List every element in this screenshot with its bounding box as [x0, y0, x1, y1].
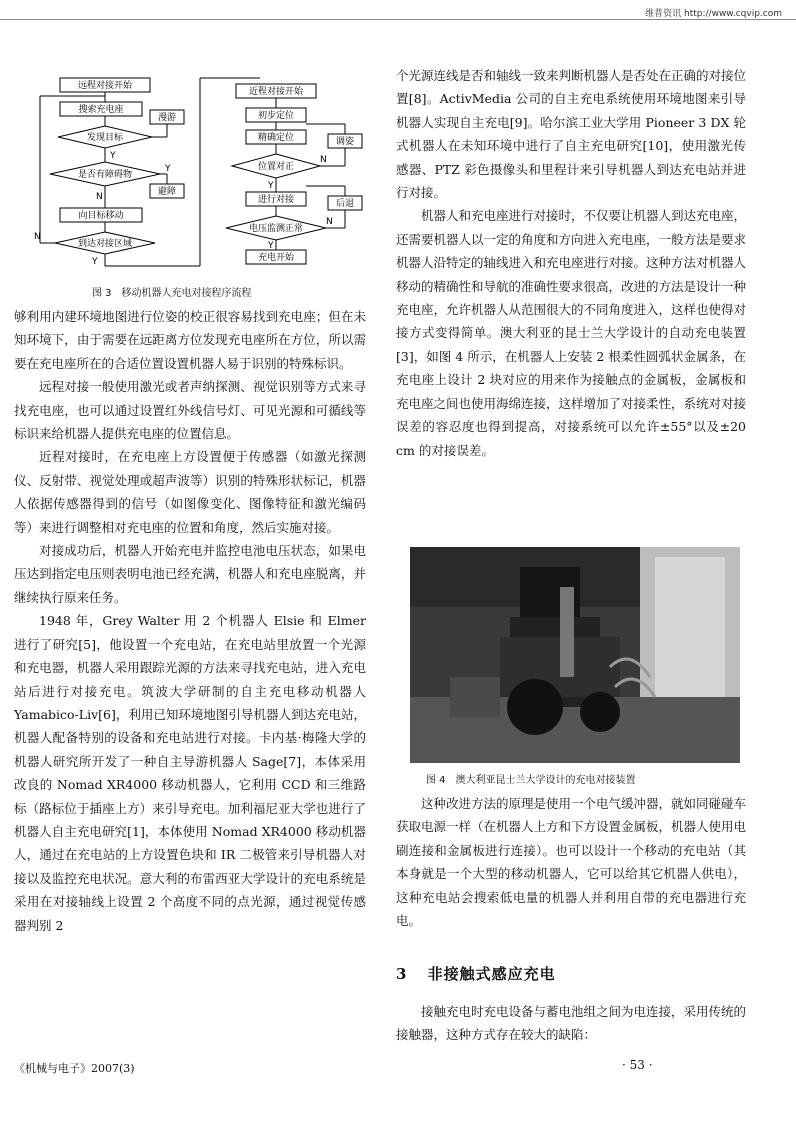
- label-y-3: Y: [92, 257, 98, 267]
- text-initial-pos: 初步定位: [257, 111, 295, 121]
- label-n-4: N: [326, 217, 333, 227]
- paragraph: 接触充电时充电设备与蓄电池组之间为电连接，采用传统的接触器，这种方式存在较大的缺陷：: [396, 1004, 747, 1043]
- figure4-photo: [410, 547, 740, 763]
- paragraph: 近程对接时，在充电座上方设置便于传感器（如激光探测仪、反射带、视觉处理或超声波等）识别的特殊形状标记，机器人依据传感器得到的信号（如图像变化、图像特征和激光编码等）来进行调整相对充电座的位置和角度，然后实施对接。: [14, 449, 366, 535]
- label-n-2: N: [34, 232, 41, 242]
- paragraph: 机器人和充电座进行对接时，不仅要让机器人到达充电座，还需要机器人以一定的角度和方向进入充电座，一般方法是要求机器人沿特定的轴线进入和充电座进行对接。这种方法对机器人移动的精确性和导航的准确性要求很高，改进的方法是设计一种充电座，允许机器人从范围很大的不同角度进入，这样也使得对接方式变得简单。澳大利亚的昆士兰大学设计的自动充电装置[3]，如图 4 所示，在机器人上安装 2 根柔性圆弧状金属条，在充电座上设计 2 块对应的用来作为接触点的金属板，金属板和充电座之间也使用海绵连接，这样增加了对接柔性，系统对对接误差的容忍度也得到提高，对接系统可以允许±55°以及±20 cm 的对接误差。: [396, 208, 747, 458]
- text-voltage-ok: 电压监测正常: [248, 224, 304, 234]
- section-heading: [396, 963, 556, 984]
- text-find-target: 发现目标: [86, 133, 124, 143]
- text-charge-start: 充电开始: [257, 253, 295, 263]
- text-obstacle: 是否有障碍物: [77, 170, 133, 180]
- journal-info: 《机械与电子》2007(3): [14, 1062, 135, 1075]
- left-column-text: [14, 305, 366, 937]
- text-near-start: 近程对接开始: [248, 87, 304, 97]
- paragraph: 这种改进方法的原理是使用一个电气缓冲器，就如同碰碰车获取电源一样（在机器人上方和下方设置金属板，机器人使用电刷连接和金属板进行连接）。也可以设计一个移动的充电站（其本身就是一个大型的移动机器人，它可以给其它机器人供电），这种充电站会搜索低电量的机器人并利用自带的充电器进行充电。: [396, 796, 747, 929]
- right-column-text-mid: [396, 792, 746, 932]
- figure3-flowchart: [30, 74, 370, 274]
- text-search-station: 搜索充电座: [78, 105, 124, 115]
- label-n-3: N: [320, 155, 327, 165]
- paragraph: 远程对接一般使用激光或者声纳探测、视觉识别等方式来寻找充电座，也可以通过设置红外线信号灯、可见光源和可循线等标识来给机器人提供充电座的位置信息。: [14, 379, 366, 442]
- text-adjust-pose: 调姿: [335, 137, 355, 147]
- text-avoid: 避障: [157, 187, 177, 197]
- label-y-2: Y: [165, 164, 171, 174]
- right-column-text-top: [396, 64, 746, 462]
- header-rule: [0, 19, 796, 20]
- label-y-1: Y: [110, 151, 116, 161]
- right-column-text-bottom: [396, 1000, 746, 1047]
- figure3-caption: 图 3 移动机器人充电对接程序流程: [92, 288, 252, 299]
- text-docking: 进行对接: [257, 195, 295, 205]
- label-y-5: Y: [268, 241, 274, 251]
- paragraph: 对接成功后，机器人开始充电并监控电池电压状态，如果电压达到指定电压则表明电池已经充满，机器人和充电座脱离，并继续执行原来任务。: [14, 543, 366, 605]
- text-position-ok: 位置对正: [257, 162, 295, 172]
- paragraph: 1948 年，Grey Walter 用 2 个机器人 Elsie 和 Elmer 进行了研究[5]，他设置一个充电站，在充电站里放置一个光源和充电器，机器人采用跟踪光源的方法来寻找充电站，进入充电站后进行对接充电。筑波大学研制的自主充电移动机器人 Yamabico-Liv[6]，利用已知环境地图引导机器人到达充电站，机器人配备特别的设备和充电站进行对接。卡内基·梅隆大学的机器人研究所开发了一种自主导游机器人 Sage[7]，本体采用改良的 Nomad XR4000 移动机器人，它利用 CCD 和三维路标（路标位于插座上方）来引导充电。加利福尼亚大学也进行了机器人自主充电研究[1]，本体使用 Nomad XR4000 移动机器人，通过在充电站的上方设置色块和 IR 二极管来引导机器人对接以及监控充电状况。意大利的布雷西亚大学设计的充电系统是采用在对接轴线上设置 2 个高度不同的点光源，通过视觉传感器判别 2: [14, 613, 366, 933]
- text-back-off: 后退: [335, 199, 355, 209]
- text-roam: 漫游: [157, 113, 177, 123]
- label-n-1: N: [96, 192, 103, 202]
- section-number: 3: [396, 965, 408, 983]
- section-title: 非接触式感应充电: [427, 965, 556, 983]
- text-precise-pos: 精确定位: [257, 133, 295, 143]
- text-remote-start: 远程对接开始: [77, 81, 133, 91]
- figure4-caption: 图 4 澳大利亚昆士兰大学设计的充电对接装置: [426, 775, 636, 786]
- text-move-to-target: 向目标移动: [78, 211, 124, 221]
- site-watermark: 维普资讯 http://www.cqvip.com: [645, 9, 782, 19]
- page-number: · 53 ·: [622, 1058, 653, 1072]
- paragraph: 个光源连线是否和轴线一致来判断机器人是否处在正确的对接位置[8]。ActivMedia 公司的自主充电系统使用环境地图来引导机器人实现自主充电[9]。哈尔滨工业大学用 Pioneer 3 DX 轮式机器人在未知环境中进行了自主充电研究[10]，使用激光传感器、PTZ 彩色摄像头和里程计来引导机器人到达充电站并进行对接。: [396, 68, 747, 201]
- paragraph: 够利用内建环境地图进行位姿的校正很容易找到充电座；但在未知环境下，由于需要在远距离方位发现充电座所在方位，所以需要在充电座所在的合适位置设置机器人易于识别的特殊标识。: [14, 309, 366, 371]
- text-reach-dock: 到达对接区域: [77, 239, 133, 249]
- label-y-4: Y: [268, 181, 274, 191]
